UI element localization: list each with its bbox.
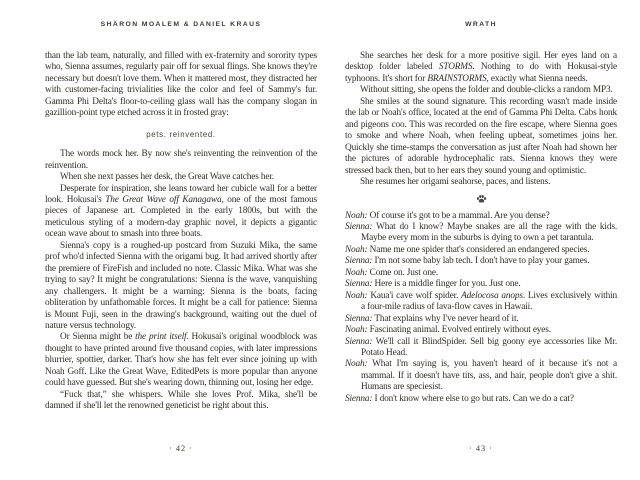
page-number-right: · 43 ·	[469, 444, 493, 453]
left-page-body	[45, 51, 317, 441]
running-head-title: WRATH	[465, 21, 497, 28]
dialogue-line: Noah: Come on. Just one.	[345, 267, 438, 278]
paragraph: “Fuck that,” she whispers. While she loves Prof. Mika, she'll be damned if she'll let the renowned geneticist be right about this.	[45, 389, 317, 412]
paragraph: She smiles at the sound signature. This recording wasn't made inside the lab or Noah's office, located at the end of Gamma Phi Delta. Cabs honk and pigeons coo. This was recorded on the fire escape, where Sienna goes to smoke and where Noah, when feeling upbeat, sometimes joins her. Quickly she time-stamps the conversation as just after Noah had shown her the pictures of adorable hydrocephalic rats. Sienna knows they were stressed back then, but to her ears they sound young and optimistic.	[345, 96, 617, 176]
paragraph: The words mock her. By now she's reinventing the reinvention of the reinvention.	[45, 149, 317, 171]
paw-print-icon	[345, 194, 617, 204]
left-page	[45, 0, 317, 480]
dialogue-line: Noah: Of course it's got to be a mammal. Are you dense?	[345, 210, 550, 221]
paragraph: Or Sienna might be the print itself. Hokusai's original woodblock was thought to have printed around five thousand copies, with later impressions blurrier, spottier, darker. That's how she has felt ever since joining up with Noah Goff. Like the Great Wave, EditedPets is more popular than anyone could have guessed. But she's wearing down, thinning out, losing her edge.	[45, 332, 317, 389]
right-page	[345, 0, 617, 480]
company-slogan: pets. reinvented.	[146, 129, 216, 139]
paragraph: Desperate for inspiration, she leans toward her cubicle wall for a better look. Hokusai's The Great Wave off Kanagawa, one of the most famous pieces of Japanese art. Completed in the early 1800s, but with the meticulous styling of a modern-day graphic novel, it depicts a gigantic ocean wave about to smash into three boats.	[45, 183, 317, 240]
dialogue-line: Noah: Kaua'i cave wolf spider. Adelocosa anops. Lives exclusively within a four-mile radius of lava-flow caves in Hawaii.	[345, 290, 617, 313]
dialogue-line: Sienna: I don't know where else to go but rats. Can we do a cat?	[345, 393, 574, 404]
dialogue-line: Sienna: What do I know? Maybe snakes are all the rage with the kids. Maybe every mom in the suburbs is dying to own a pet tarantula.	[345, 222, 617, 244]
paragraph: She resumes her origami seahorse, paces, and listens.	[360, 176, 551, 187]
page-number-left: · 42 ·	[169, 444, 193, 453]
paragraph: When she next passes her desk, the Great Wave catches her.	[60, 172, 274, 183]
running-head-authors: SHÄRON MOALEM & DANIEL KRAUS	[100, 21, 262, 28]
dialogue-line: Sienna: We'll call it BlindSpider. Sell big goony eye accessories like Mr. Potato Head.	[345, 336, 617, 359]
right-page-body	[345, 51, 617, 441]
dialogue-line: Sienna: I'm not some baby lab tech. I don't have to play your games.	[345, 256, 590, 267]
dialogue-line: Noah: Name me one spider that's considered an endangered species.	[345, 244, 590, 255]
paragraph: She searches her desk for a more positive sigil. Her eyes land on a desktop folder labeled STORMS. Nothing to do with Hokusai-style typhoons. It's short for BRAINSTORMS, exactly what Sienna needs.	[345, 51, 617, 84]
paragraph: than the lab team, naturally, and filled with ex-fraternity and sorority types who, Sienna assumes, regularly pair off for sexual flings. She knows they're necessary but doesn't love them. When it mattered most, they distracted her with customer-facing trivialities like the color and feel of Sammy's fur. Gamma Phi Delta's floor-to-ceiling glass wall has the company slogan in gazillion-point type etched across it in frosted gray:	[45, 51, 317, 119]
dialogue-line: Sienna: Here is a middle finger for you. Just one.	[345, 279, 521, 290]
paragraph: Sienna's copy is a roughed-up postcard from Suzuki Mika, the same prof who'd infected Sienna with the origami bug. It had arrived shortly after the premiere of FireFish and included no note. Classic Mika. What was she trying to say? It might be congratulations: Sienna is the wave, vanquishing any challengers. It might be a warning: Sienna is the boats, facing obliteration by unfathomable forces. It might be a call for patience: Sienna is Mount Fuji, seen in the drawing's background, waiting out the duel of nature versus technology.	[45, 240, 317, 331]
dialogue-line: Sienna: That explains why I've never heard of it.	[345, 313, 519, 324]
dialogue-line: Noah: What I'm saying is, you haven't heard of it because it's not a mammal. If it doesn't have tits, ass, and hair, people don't give a shit. Humans are speciesist.	[345, 359, 617, 393]
dialogue-line: Noah: Fascinating animal. Evolved entirely without eyes.	[345, 325, 551, 336]
paragraph: Without sitting, she opens the folder and double-clicks a random MP3.	[360, 85, 613, 96]
